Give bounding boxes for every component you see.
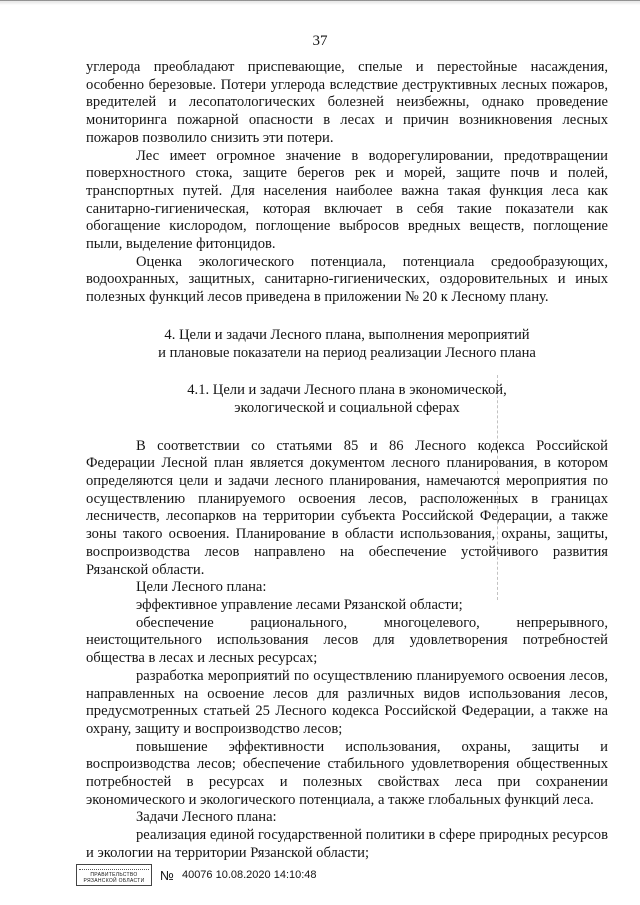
scan-edge (0, 0, 640, 7)
stamp-text: ПРАВИТЕЛЬСТВО РЯЗАНСКОЙ ОБЛАСТИ (83, 872, 145, 884)
number-symbol: № (160, 867, 174, 883)
stamp-pattern (79, 866, 149, 870)
footer-registration (76, 864, 317, 886)
page-number: 37 (312, 33, 328, 49)
section-title-line2: и плановые показатели на период реализации Лесного плана (158, 344, 536, 361)
task-item: реализация единой государственной политики в сфере природных ресурсов и экологии на территории Рязанской области; (86, 827, 608, 861)
official-stamp (76, 864, 152, 886)
paragraph-intro: В соответствии со статьями 85 и 86 Лесного кодекса Российской Федерации Лесной план является документом лесного планирования, в котором определяются цели и задачи лесного планирования, намечаются мероприятия по осуществлению планируемого освоения лесов, расположенных в границах лесничеств, лесопарков на территории субъекта Российской Федерации, а также зоны такого освоения. Планирование в области использования, охраны, защиты, воспроизводства лесов направлено на обеспечение устойчивого развития Рязанской области. (86, 437, 608, 578)
goal-item: повышение эффективности использования, охраны, защиты и воспроизводства лесов; обеспечение стабильного удовлетворения общественных потребностей в ресурсах и полезных свойствах леса при сохранении экономического и экологического потенциала, а также глобальных функций леса. (86, 738, 608, 808)
goal-item: эффективное управление лесами Рязанской области; (136, 596, 463, 613)
document-body (86, 59, 608, 863)
paragraph-ecological-assessment: Оценка экологического потенциала, потенциала средообразующих, водоохранных, защитных, санитарно-гигиенических, оздоровительных и иных полезных функций лесов приведена в приложении № 20 к Лесному плану. (86, 253, 608, 306)
paragraph-carbon: углерода преобладают приспевающие, спелые и перестойные насаждения, особенно березовые. Потери углерода вследствие деструктивных лесных пожаров, вредителей и лесопатологических болезней неизбежны, однако проведение мониторинга пожарной опасности в лесах и причин возникновения лесных пожаров позволило снизить эти потери. (86, 59, 608, 146)
paragraph-water-regulation: Лес имеет огромное значение в водорегулировании, предотвращении поверхностного стока, защите берегов рек и морей, защите почв и полей, транспортных путей. Для населения наиболее важна такая функция леса как санитарно-гигиеническая, которая включает в себя такие показатели как обогащение кислородом, поглощение выбросов вредных веществ, поглощение пыли, выделение фитонцидов. (86, 147, 608, 253)
tasks-label: Задачи Лесного плана: (136, 809, 277, 826)
subsection-title-line2: экологической и социальной сферах (234, 399, 460, 416)
goal-item: обеспечение рационального, многоцелевого, непрерывного, неистощительного использования лесов для удовлетворения потребностей общества в лесах и лесных ресурсах; (86, 614, 608, 667)
registration-number: 40076 10.08.2020 14:10:48 (181, 869, 317, 881)
goal-item: разработка мероприятий по осуществлению планируемого освоения лесов, направленных на освоение лесов для различных видов использования лесов, предусмотренных статьей 25 Лесного кодекса Российской Федерации, а также на охрану, защиту и воспроизводство лесов; (86, 667, 608, 737)
subsection-title-line1: 4.1. Цели и задачи Лесного плана в экономической, (187, 382, 507, 399)
section-title-line1: 4. Цели и задачи Лесного плана, выполнения мероприятий (164, 326, 530, 343)
goals-label: Цели Лесного плана: (136, 579, 267, 596)
